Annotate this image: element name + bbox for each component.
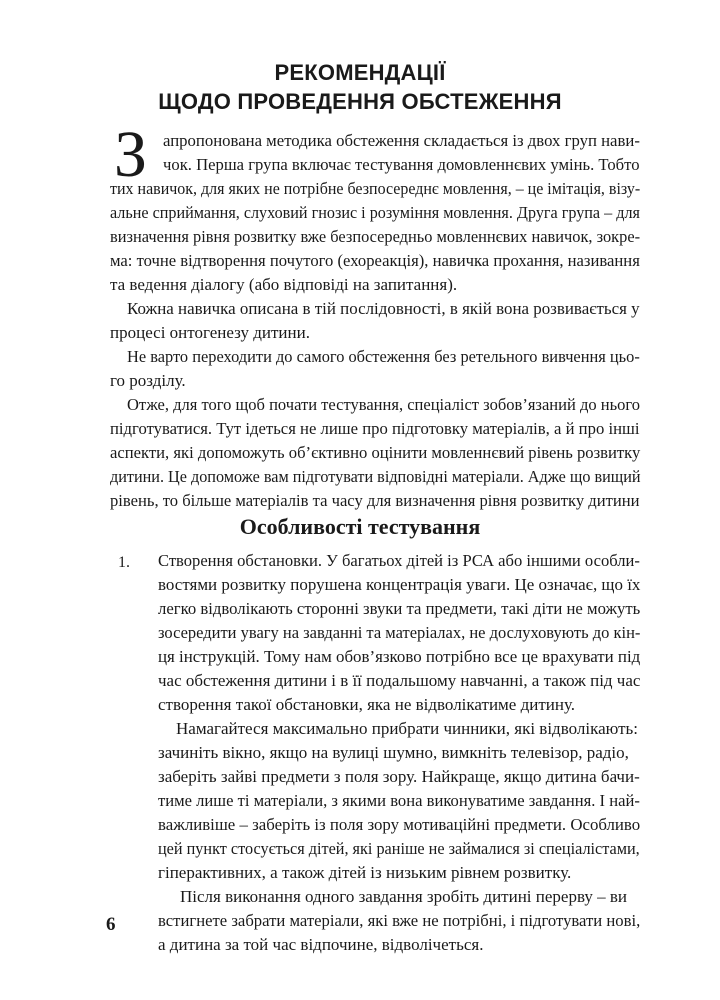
section-line: а дитина за той час відпочине, відволічеться. (158, 935, 484, 954)
page-title-line-2: ЩОДО ПРОВЕДЕННЯ ОБСТЕЖЕННЯ (158, 89, 562, 114)
section-line: Намагайтеся максимально прибрати чинники, які відволікають: (176, 719, 639, 738)
section-line: Створення обстановки. У багатьох дітей із РСА або іншими особли- (158, 551, 640, 570)
drop-cap-letter: З (114, 118, 148, 191)
section-line: важливіше – заберіть із поля зору мотиваційні предмети. Особливо (158, 815, 641, 834)
intro-line: Не варто переходити до самого обстеження без ретельного вивчення цьо- (127, 347, 640, 366)
intro-line: чок. Перша група включає тестування домовленнєвих умінь. Тобто (163, 155, 640, 174)
section-line: час обстеження дитини і в її подальшому навчанні, а також під час (158, 671, 641, 690)
page-title-line-1: РЕКОМЕНДАЦІЇ (274, 60, 446, 85)
section-line: ця інструкцій. Тому нам обов’язково потрібно все це врахувати під (158, 647, 641, 666)
page-number: 6 (106, 914, 116, 935)
intro-line: аспекти, які допоможуть об’єктивно оцінити мовленнєвий рівень розвитку (110, 443, 641, 462)
intro-line: підготуватися. Тут ідеться не лише про підготовку матеріалів, а й про інші (110, 419, 640, 438)
intro-line: го розділу. (110, 371, 186, 390)
intro-line: альне сприймання, слуховий гнозис і розуміння мовлення. Друга група – для (110, 203, 640, 222)
intro-line: ма: точне відтворення почутого (ехореакція), навичка прохання, називання (110, 251, 640, 270)
section-line: Після виконання одного завдання зробіть дитині перерву – ви (180, 887, 628, 906)
section-line: заберіть зайві предмети з поля зору. Найкраще, якщо дитина бачи- (158, 767, 640, 786)
intro-line: рівень, то більше матеріалів та часу для визначення рівня розвитку дитини (110, 491, 640, 510)
intro-line: тих навичок, для яких не потрібне безпосереднє мовлення, – це імітація, візу- (110, 179, 641, 198)
section-heading: Особливості тестування (239, 514, 481, 539)
intro-line: процесі онтогенезу дитини. (110, 323, 310, 342)
intro-line: Отже, для того щоб почати тестування, спеціаліст зобов’язаний до нього (127, 395, 641, 414)
intro-line: та ведення діалогу (або відповіді на запитання). (110, 275, 458, 294)
intro-line: дитини. Це допоможе вам підготувати відповідні матеріали. Адже що вищий (110, 467, 641, 486)
section-line: востями розвитку порушена концентрація уваги. Це означає, що їх (158, 575, 641, 594)
section-line: гіперактивних, а також дітей із низьким рівнем розвитку. (158, 863, 572, 882)
intro-line: апропонована методика обстеження складається із двох груп нави- (163, 131, 640, 150)
list-item-number: 1. (118, 554, 130, 571)
section-line: легко відволікають сторонні звуки та предмети, такі діти не можуть (158, 599, 641, 618)
section-line: встигнете забрати матеріали, які вже не потрібні, і підготувати нові, (158, 911, 641, 930)
section-line: зачиніть вікно, якщо на вулиці шумно, вимкніть телевізор, радіо, (158, 743, 629, 762)
intro-line: Кожна навичка описана в тій послідовності, в якій вона розвивається у (127, 299, 640, 318)
section-line: тиме лише ті матеріали, з якими вона виконуватиме завдання. І най- (158, 791, 640, 810)
section-line: створення такої обстановки, яка не відволікатиме дитину. (158, 695, 576, 714)
section-line: зосередити увагу на завданні та матеріалах, не дослуховують до кін- (158, 623, 641, 642)
section-line: цей пункт стосується дітей, які раніше не займалися зі спеціалістами, (158, 839, 640, 858)
intro-line: визначення рівня розвитку вже безпосередньо мовленнєвих навичок, зокре- (110, 227, 641, 246)
